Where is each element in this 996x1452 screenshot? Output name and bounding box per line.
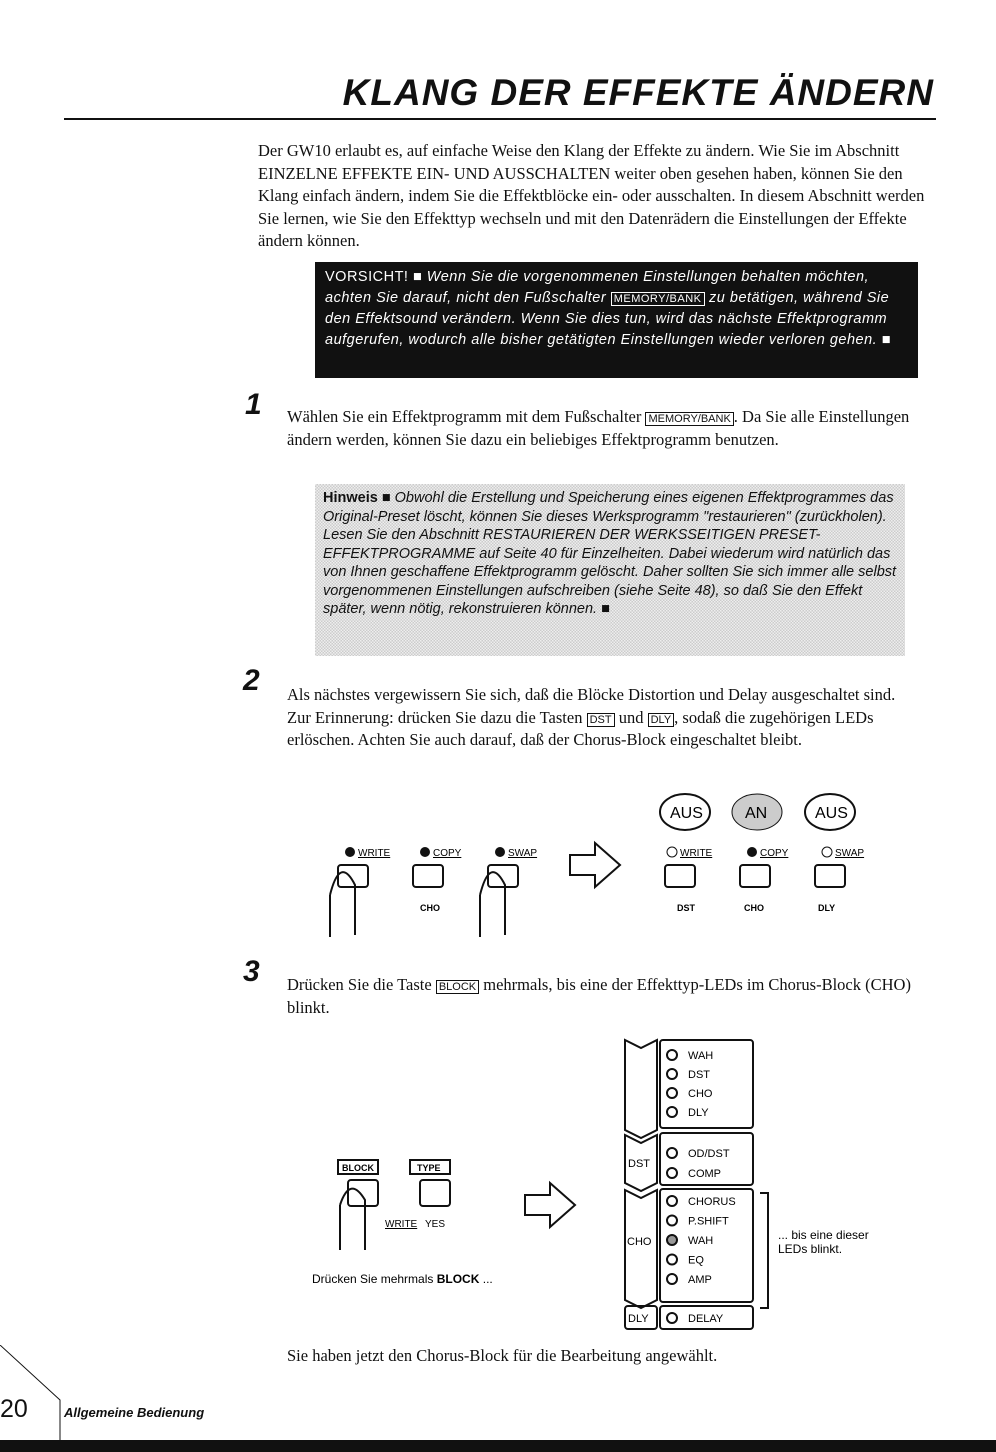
copy-label: COPY bbox=[433, 848, 462, 859]
led-icon bbox=[667, 1274, 677, 1284]
led-label: DELAY bbox=[688, 1313, 724, 1325]
step-text: mehrmals, bis eine der Effekttyp-LEDs im Chorus-Block (CHO) blinkt. bbox=[287, 975, 911, 1017]
copy-label: COPY bbox=[760, 848, 789, 859]
led-icon bbox=[667, 1148, 677, 1158]
led-label: EQ bbox=[688, 1254, 704, 1267]
memory-bank-key: MEMORY/BANK bbox=[645, 412, 733, 426]
dly-key: DLY bbox=[818, 903, 836, 913]
led-label: OD/DST bbox=[688, 1148, 730, 1160]
title-rule bbox=[64, 118, 936, 120]
type-button-label: TYPE bbox=[417, 1163, 441, 1173]
dst-key: DST bbox=[587, 713, 615, 727]
led-icon bbox=[667, 1050, 677, 1060]
memory-bank-key: MEMORY/BANK bbox=[611, 292, 705, 306]
dst-block-label: DST bbox=[628, 1158, 650, 1170]
led-icon bbox=[667, 1313, 677, 1323]
led-label: P.SHIFT bbox=[688, 1215, 729, 1228]
bubble-aus: AUS bbox=[670, 805, 703, 822]
block-button-label: BLOCK bbox=[342, 1163, 374, 1173]
hint-label: Hinweis ■ bbox=[323, 490, 391, 506]
dst-key: DST bbox=[677, 903, 695, 913]
step-text: Wählen Sie ein Effektprogramm mit dem Fußschalter bbox=[287, 407, 642, 426]
hint-box bbox=[315, 484, 905, 656]
hint-text: Obwohl die Erstellung und Speicherung eines eigenen Effektprogrammes das Original-Preset löscht, können Sie dieses Werksprogramm "restaurieren" (zurückholen). Lesen Sie den Abschnitt RESTAURIEREN DER WERKSSEITIGEN PRESET-EFFEKTPROGRAMME auf Seite 40 für Einzelheiten. Dabei wiederum wird natürlich das von Ihnen geschaffene Effektprogramm gelöscht. Daher sollten Sie sich immer alle selbst vorgenommenen Einstellungen aufschreiben (siehe Seite 48), so daß Sie den Effekt später, wenn nötig, rekonstruieren können. ■ bbox=[323, 490, 897, 617]
led-label: CHORUS bbox=[688, 1196, 736, 1208]
write-label: WRITE bbox=[358, 848, 391, 859]
step-text: , sodaß die zugehörigen LEDs erlöschen. Achten Sie auch darauf, daß der Chorus-Block eingeschaltet bleibt. bbox=[287, 707, 874, 749]
step-2-text bbox=[287, 684, 917, 752]
swap-label: SWAP bbox=[835, 848, 865, 859]
caption: Drücken Sie mehrmals BLOCK ... bbox=[312, 1272, 493, 1286]
bubble-aus: AUS bbox=[815, 805, 848, 822]
bubble-an: AN bbox=[745, 805, 768, 822]
step-text: . Da Sie alle Einstellungen ändern werden, können Sie dazu ein beliebiges Effektprogramm benutzen. bbox=[287, 407, 910, 449]
warning-text-2: zu betätigen, während Sie den Effektsound verändern. Wenn Sie dies tun, wird das nächste Effektprogramm aufgerufen, wodurch alle bisher getätigten Einstellungen wieder verloren gehen. ■ bbox=[325, 290, 891, 348]
led-label: WAH bbox=[688, 1050, 714, 1062]
warning-label: VORSICHT! ■ bbox=[325, 269, 423, 285]
led-label: COMP bbox=[688, 1168, 721, 1180]
diagram-led-panel bbox=[300, 1035, 920, 1330]
conclusion-text: Sie haben jetzt den Chorus-Block für die Bearbeitung angewählt. bbox=[287, 1346, 718, 1365]
step-number: 3 bbox=[243, 955, 260, 988]
step-number: 2 bbox=[243, 664, 260, 697]
step-text: und bbox=[618, 707, 644, 727]
cho-key: CHO bbox=[744, 903, 764, 913]
led-label: DLY bbox=[688, 1107, 709, 1119]
cho-key: CHO bbox=[420, 903, 440, 913]
led-icon bbox=[667, 1168, 677, 1178]
page-number: 20 bbox=[0, 1395, 28, 1423]
step-text: Als nächstes vergewissern Sie sich, daß die Blöcke Distortion und Delay ausgeschaltet sind. Zur Erinnerung: drücken Sie dazu die Tasten bbox=[287, 685, 896, 727]
led-icon bbox=[667, 1107, 677, 1117]
warning-box bbox=[315, 262, 918, 378]
led-icon bbox=[667, 1216, 677, 1226]
write-label: WRITE bbox=[680, 848, 713, 859]
intro-paragraph: Der GW10 erlaubt es, auf einfache Weise den Klang der Effekte zu ändern. Wie Sie im Abschnitt EINZELNE EFFEKTE EIN- UND AUSSCHALTEN weiter oben gesehen haben, können Sie den Klang einfach ändern, indem Sie die Effektblöcke ein- oder ausschalten. In diesem Abschnitt werden Sie lernen, wie Sie den Effekttyp wechseln und mit den Datenrädern die Einstellungen der Effekte ändern können. bbox=[258, 141, 925, 250]
led-icon bbox=[667, 1069, 677, 1079]
step-1-text bbox=[287, 406, 917, 451]
yes-label: YES bbox=[425, 1219, 446, 1230]
section-label: Allgemeine Bedienung bbox=[64, 1405, 205, 1420]
dly-key: DLY bbox=[648, 713, 675, 727]
note-text: ... bis eine dieser bbox=[778, 1228, 869, 1242]
page-title: KLANG DER EFFEKTE ÄNDERN bbox=[342, 72, 934, 113]
led-label: CHO bbox=[688, 1088, 713, 1100]
step-number: 1 bbox=[245, 388, 262, 421]
led-label: DST bbox=[688, 1069, 710, 1081]
dly-block-label: DLY bbox=[628, 1313, 649, 1325]
led-icon bbox=[667, 1235, 677, 1245]
note-text: LEDs blinkt. bbox=[778, 1242, 843, 1256]
led-icon bbox=[667, 1088, 677, 1098]
led-icon bbox=[667, 1255, 677, 1265]
cho-block-label: CHO bbox=[627, 1236, 652, 1248]
step-3-text bbox=[287, 974, 917, 1019]
write-label: WRITE bbox=[385, 1219, 418, 1230]
bottom-bar bbox=[0, 1440, 996, 1452]
led-label: WAH bbox=[688, 1235, 714, 1247]
led-icon bbox=[667, 1196, 677, 1206]
warning-text: Wenn Sie die vorgenommenen Einstellungen behalten möchten, achten Sie darauf, nicht den Fußschalter bbox=[325, 269, 870, 306]
led-label: AMP bbox=[688, 1274, 712, 1286]
diagram-block-switch bbox=[300, 785, 900, 950]
step-text: Drücken Sie die Taste bbox=[287, 975, 432, 994]
block-key: BLOCK bbox=[436, 980, 479, 994]
swap-label: SWAP bbox=[508, 848, 538, 859]
